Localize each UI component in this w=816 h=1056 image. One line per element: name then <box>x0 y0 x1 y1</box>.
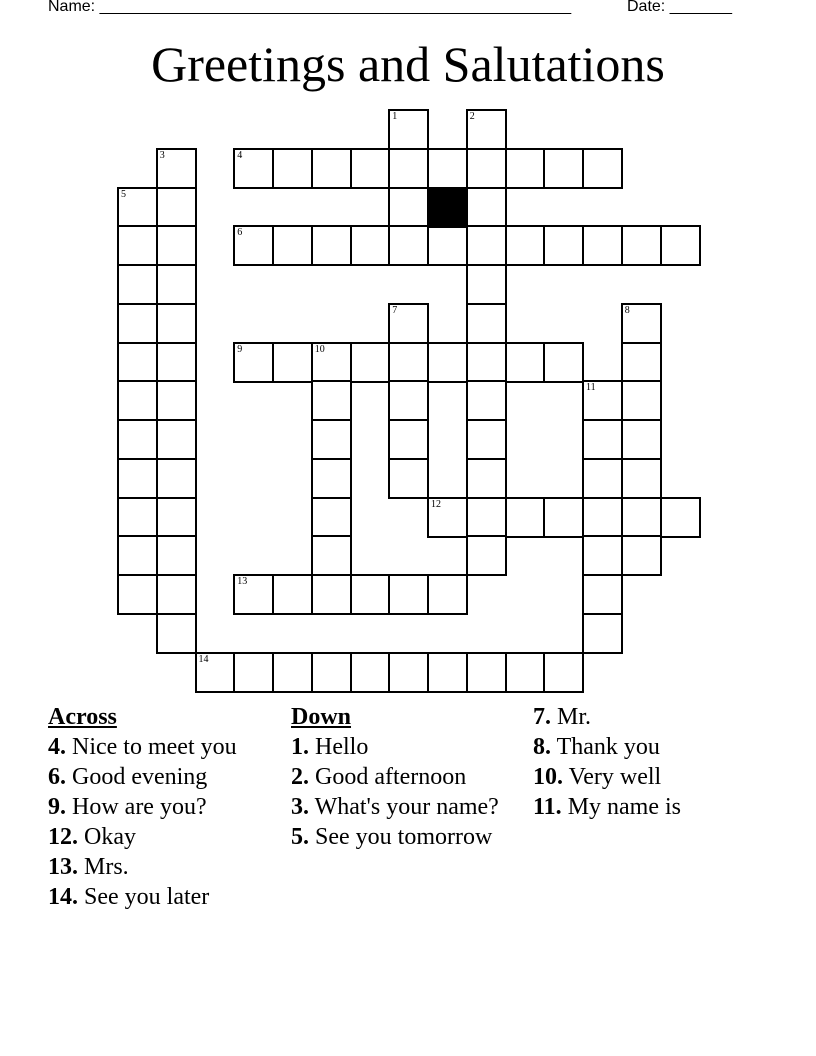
clue-text: See you later <box>84 884 210 910</box>
crossword-cell[interactable] <box>388 109 429 150</box>
clue-across-4 <box>48 733 273 761</box>
clue-text: Very well <box>568 764 662 790</box>
crossword-cell[interactable] <box>621 419 662 460</box>
crossword-cell[interactable] <box>466 380 507 421</box>
crossword-cell[interactable] <box>505 342 546 383</box>
across-clues <box>48 703 273 911</box>
crossword-cell[interactable] <box>582 497 623 538</box>
clue-across-14 <box>48 883 273 911</box>
name-field-label: Name: _____________________________________________________ <box>48 0 572 15</box>
crossword-cell[interactable] <box>117 419 158 460</box>
crossword-cell[interactable] <box>543 342 584 383</box>
crossword-cell[interactable] <box>388 574 429 615</box>
cell-number: 14 <box>198 653 209 665</box>
crossword-cell[interactable] <box>466 419 507 460</box>
crossword-cell[interactable] <box>427 652 468 693</box>
crossword-cell[interactable] <box>466 303 507 344</box>
crossword-cell[interactable] <box>156 187 197 228</box>
crossword-cell[interactable] <box>195 652 236 693</box>
crossword-cell[interactable] <box>156 264 197 305</box>
clue-text: Good afternoon <box>315 764 467 790</box>
crossword-cell[interactable] <box>543 497 584 538</box>
clue-text: Nice to meet you <box>72 734 237 760</box>
crossword-cell[interactable] <box>621 225 662 266</box>
crossword-cell[interactable] <box>233 342 274 383</box>
crossword-cell[interactable] <box>350 225 391 266</box>
down-clues <box>291 703 516 851</box>
crossword-cell[interactable] <box>272 225 313 266</box>
crossword-cell[interactable] <box>621 535 662 576</box>
crossword-cell[interactable] <box>388 652 429 693</box>
crossword-cell[interactable] <box>427 342 468 383</box>
crossword-cell[interactable] <box>117 342 158 383</box>
clue-text: See you tomorrow <box>315 824 493 850</box>
crossword-cell[interactable] <box>388 303 429 344</box>
crossword-cell[interactable] <box>156 225 197 266</box>
down-clues-continued <box>533 703 758 821</box>
cell-number: 9 <box>237 343 243 355</box>
clue-number: 10. <box>533 764 563 790</box>
crossword-cell[interactable] <box>427 225 468 266</box>
cell-number: 6 <box>237 227 243 239</box>
crossword-cell[interactable] <box>621 380 662 421</box>
crossword-cell[interactable] <box>117 497 158 538</box>
clue-text: Okay <box>84 824 136 850</box>
crossword-cell[interactable] <box>311 652 352 693</box>
crossword-cell[interactable] <box>117 187 158 228</box>
crossword-cell[interactable] <box>582 574 623 615</box>
crossword-cell[interactable] <box>272 342 313 383</box>
crossword-cell[interactable] <box>427 574 468 615</box>
crossword-black-cell <box>427 187 468 228</box>
clue-text: Mr. <box>557 704 592 730</box>
clue-down-8 <box>533 733 758 761</box>
crossword-cell[interactable] <box>311 342 352 383</box>
crossword-cell[interactable] <box>582 225 623 266</box>
crossword-cell[interactable] <box>582 380 623 421</box>
crossword-cell[interactable] <box>505 497 546 538</box>
crossword-cell[interactable] <box>117 458 158 499</box>
cell-number: 1 <box>392 111 398 122</box>
crossword-cell[interactable] <box>660 497 701 538</box>
page-title: Greetings and Salutations <box>151 36 665 92</box>
crossword-cell[interactable] <box>388 187 429 228</box>
clue-across-9 <box>48 793 273 821</box>
crossword-cell[interactable] <box>311 458 352 499</box>
clue-text: Hello <box>315 734 369 760</box>
crossword-cell[interactable] <box>156 419 197 460</box>
crossword-cell[interactable] <box>621 497 662 538</box>
clue-text: What's your name? <box>314 794 499 820</box>
clue-number: 2. <box>291 764 309 790</box>
crossword-cell[interactable] <box>117 380 158 421</box>
crossword-cell[interactable] <box>388 380 429 421</box>
cell-number: 13 <box>237 576 248 587</box>
clue-text: Thank you <box>556 734 660 760</box>
crossword-cell[interactable] <box>466 652 507 693</box>
crossword-cell[interactable] <box>582 419 623 460</box>
clue-down-7 <box>533 703 758 731</box>
crossword-cell[interactable] <box>156 613 197 654</box>
crossword-cell[interactable] <box>466 264 507 305</box>
crossword-cell[interactable] <box>156 535 197 576</box>
crossword-cell[interactable] <box>233 574 274 615</box>
crossword-cell[interactable] <box>466 187 507 228</box>
crossword-cell[interactable] <box>311 535 352 576</box>
crossword-cell[interactable] <box>350 574 391 615</box>
clue-down-2 <box>291 763 516 791</box>
crossword-cell[interactable] <box>388 342 429 383</box>
crossword-cell[interactable] <box>156 380 197 421</box>
crossword-cell[interactable] <box>388 148 429 189</box>
date-field-label: Date: _______ <box>627 0 732 15</box>
crossword-cell[interactable] <box>582 535 623 576</box>
crossword-cell[interactable] <box>311 497 352 538</box>
crossword-cell[interactable] <box>272 652 313 693</box>
clue-text: Good evening <box>72 764 208 790</box>
clue-number: 14. <box>48 884 78 910</box>
crossword-cell[interactable] <box>117 535 158 576</box>
clue-number: 4. <box>48 734 66 760</box>
crossword-cell[interactable] <box>272 574 313 615</box>
crossword-cell[interactable] <box>388 419 429 460</box>
crossword-cell[interactable] <box>621 458 662 499</box>
crossword-cell[interactable] <box>233 148 274 189</box>
crossword-cell[interactable] <box>311 419 352 460</box>
crossword-cell[interactable] <box>466 458 507 499</box>
clue-number: 5. <box>291 824 309 850</box>
crossword-cell[interactable] <box>621 303 662 344</box>
crossword-cell[interactable] <box>543 652 584 693</box>
crossword-cell[interactable] <box>350 342 391 383</box>
crossword-cell[interactable] <box>311 380 352 421</box>
clue-across-13 <box>48 853 273 881</box>
crossword-cell[interactable] <box>582 613 623 654</box>
crossword-cell[interactable] <box>427 497 468 538</box>
cell-number: 5 <box>121 188 126 200</box>
crossword-cell[interactable] <box>582 148 623 189</box>
crossword-cell[interactable] <box>117 264 158 305</box>
crossword-cell[interactable] <box>156 148 197 189</box>
crossword-cell[interactable] <box>466 342 507 383</box>
crossword-cell[interactable] <box>660 225 701 266</box>
crossword-cell[interactable] <box>311 148 352 189</box>
crossword-cell[interactable] <box>233 225 274 266</box>
crossword-cell[interactable] <box>388 225 429 266</box>
crossword-cell[interactable] <box>156 303 197 344</box>
clue-across-12 <box>48 823 273 851</box>
crossword-cell[interactable] <box>466 225 507 266</box>
crossword-cell[interactable] <box>311 225 352 266</box>
crossword-cell[interactable] <box>543 225 584 266</box>
crossword-cell[interactable] <box>582 458 623 499</box>
clue-down-3 <box>291 793 516 821</box>
crossword-cell[interactable] <box>466 535 507 576</box>
crossword-cell[interactable] <box>621 342 662 383</box>
clue-number: 6. <box>48 764 66 790</box>
cell-number: 4 <box>237 149 243 161</box>
clue-text: How are you? <box>72 794 207 820</box>
cell-number: 8 <box>624 304 630 316</box>
clue-number: 12. <box>48 824 78 850</box>
crossword-cell[interactable] <box>466 148 507 189</box>
clue-down-10 <box>533 763 758 791</box>
crossword-cell[interactable] <box>388 458 429 499</box>
crossword-cell[interactable] <box>350 148 391 189</box>
crossword-cell[interactable] <box>505 225 546 266</box>
crossword-cell[interactable] <box>350 652 391 693</box>
cell-number: 2 <box>469 111 475 122</box>
crossword-cell[interactable] <box>427 148 468 189</box>
clue-number: 3. <box>291 794 309 820</box>
clue-text: My name is <box>567 794 682 820</box>
crossword-cell[interactable] <box>156 574 197 615</box>
clue-number: 7. <box>533 704 551 730</box>
cell-number: 10 <box>314 343 325 355</box>
cell-number: 11 <box>586 382 596 394</box>
crossword-cell[interactable] <box>505 652 546 693</box>
crossword-cell[interactable] <box>505 148 546 189</box>
cell-number: 3 <box>159 149 165 161</box>
crossword-cell[interactable] <box>156 342 197 383</box>
crossword-cell[interactable] <box>466 497 507 538</box>
cell-number: 7 <box>392 304 398 316</box>
crossword-cell[interactable] <box>233 652 274 693</box>
cell-number: 12 <box>431 498 441 510</box>
crossword-cell[interactable] <box>156 497 197 538</box>
clue-number: 11. <box>533 794 562 820</box>
crossword-cell[interactable] <box>117 574 158 615</box>
clue-text: Mrs. <box>84 854 129 880</box>
down-heading: Down <box>291 704 352 730</box>
clue-number: 13. <box>48 854 78 880</box>
crossword-cell[interactable] <box>156 458 197 499</box>
crossword-cell[interactable] <box>117 303 158 344</box>
crossword-cell[interactable] <box>117 225 158 266</box>
clue-across-6 <box>48 763 273 791</box>
clue-down-1 <box>291 733 516 761</box>
crossword-cell[interactable] <box>311 574 352 615</box>
clue-down-5 <box>291 823 516 851</box>
clue-number: 8. <box>533 734 551 760</box>
clue-down-11 <box>533 793 758 821</box>
crossword-cell[interactable] <box>543 148 584 189</box>
clue-number: 9. <box>48 794 66 820</box>
across-heading: Across <box>48 704 117 730</box>
crossword-cell[interactable] <box>466 109 507 150</box>
clue-number: 1. <box>291 734 309 760</box>
crossword-cell[interactable] <box>272 148 313 189</box>
